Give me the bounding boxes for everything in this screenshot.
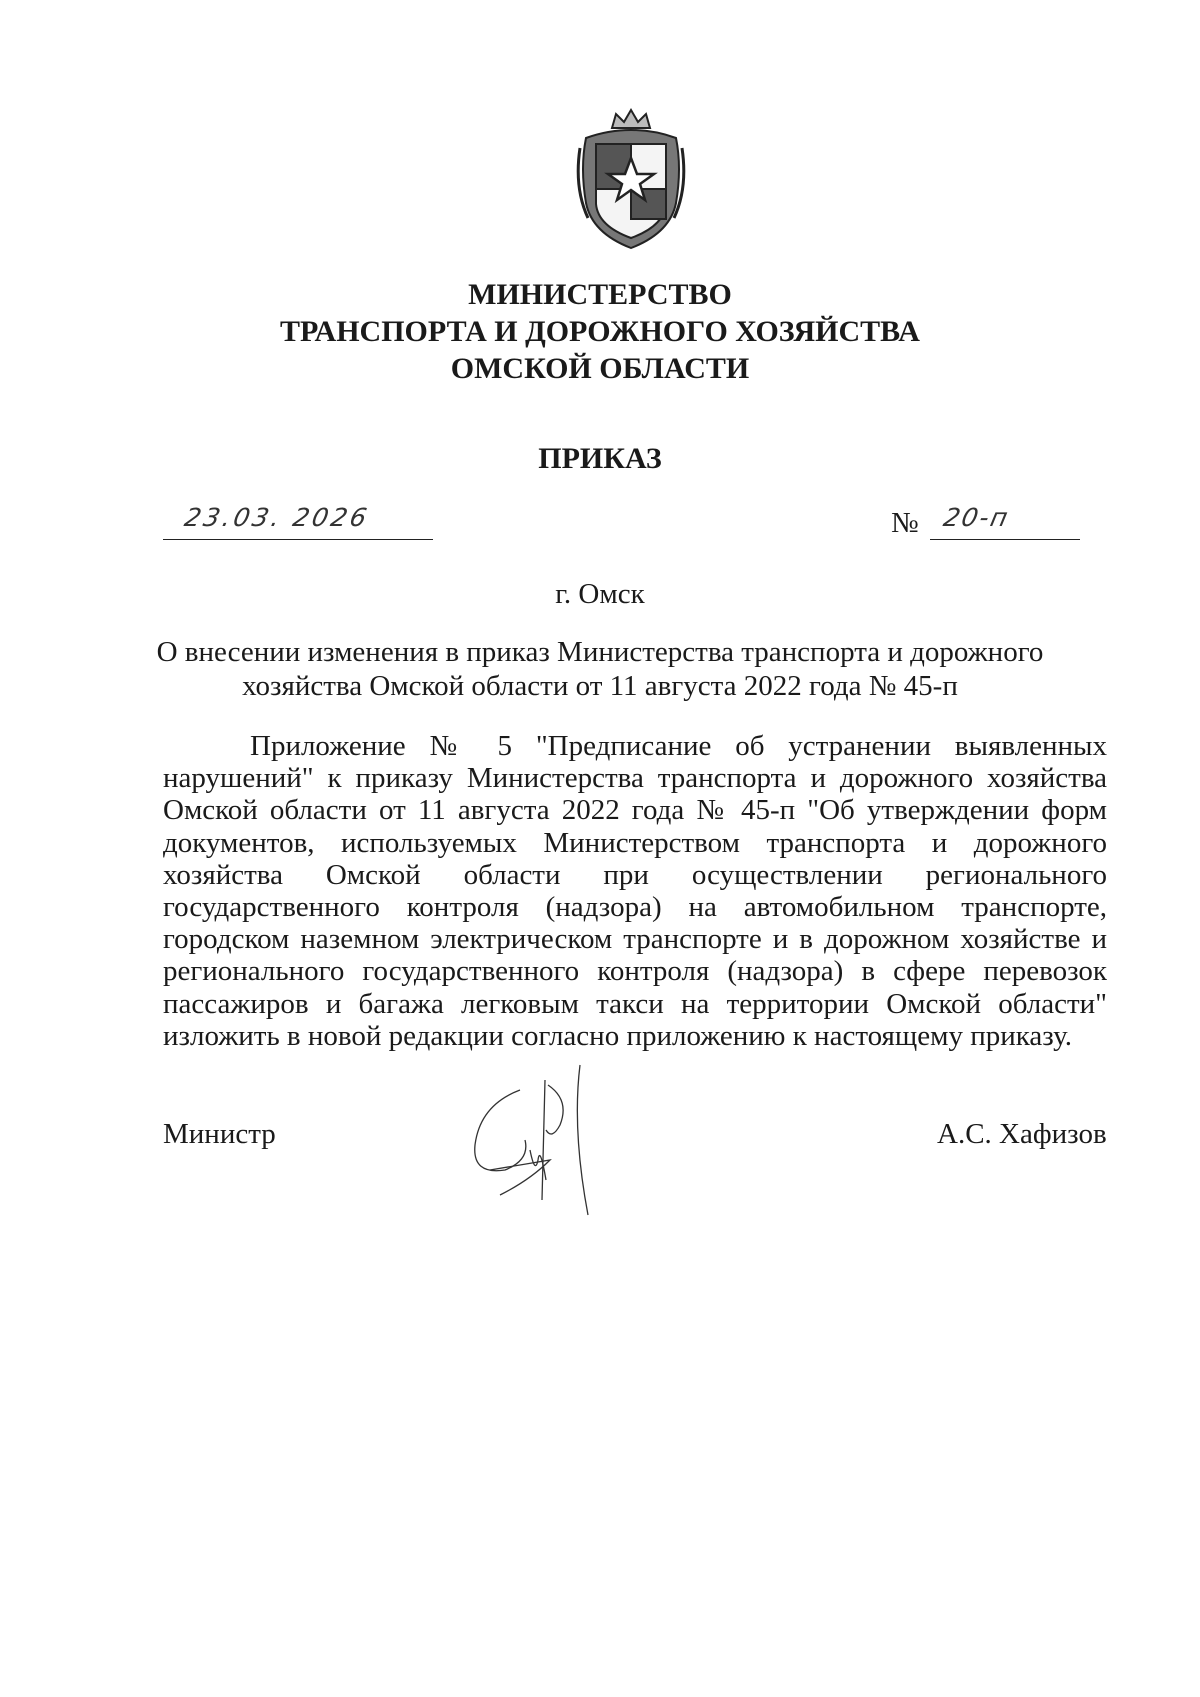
order-number: 20-п — [940, 503, 1013, 532]
signer-role: Министр — [163, 1118, 276, 1150]
order-city: г. Омск — [555, 578, 645, 610]
signer-name: А.С. Хафизов — [937, 1118, 1107, 1150]
order-date: 23.03. 2026 — [181, 503, 373, 532]
ministry-name — [0, 276, 1200, 387]
ministry-line-3: ОМСКОЙ ОБЛАСТИ — [450, 352, 750, 385]
subject-line-2: хозяйства Омской области от 11 августа 2022 года № 45-п — [242, 670, 958, 702]
body-paragraph: Приложение № 5 "Предписание об устранении выявленных нарушений" к приказу Министерства транспорта и дорожного хозяйства Омской области от 11 августа 2022 года № 45-п "Об утверждении форм документов, используемых Министерством транспорта и дорожного хозяйства Омской области при осуществлении регионального государственного контроля (надзора) на автомобильном транспорте, городском наземном электрическом транспорте и в дорожном хозяйстве и регионального государственного контроля (надзора) в сфере перевозок пассажиров и багажа легковым такси на территории Омской области" изложить в новой редакции согласно приложению к настоящему приказу. — [163, 730, 1107, 1052]
order-number-sign: № — [891, 507, 919, 539]
ministry-line-2: ТРАНСПОРТА И ДОРОЖНОГО ХОЗЯЙСТВА — [280, 315, 920, 348]
order-body — [163, 730, 1107, 1052]
coat-of-arms-icon — [572, 108, 690, 253]
order-date-field — [163, 505, 433, 540]
order-subject — [0, 635, 1200, 703]
order-number-field — [930, 505, 1080, 540]
handwritten-signature-icon — [460, 1060, 650, 1220]
subject-line-1: О внесении изменения в приказ Министерства транспорта и дорожного — [156, 636, 1044, 668]
order-title: ПРИКАЗ — [538, 442, 662, 475]
ministry-line-1: МИНИСТЕРСТВО — [468, 278, 732, 311]
